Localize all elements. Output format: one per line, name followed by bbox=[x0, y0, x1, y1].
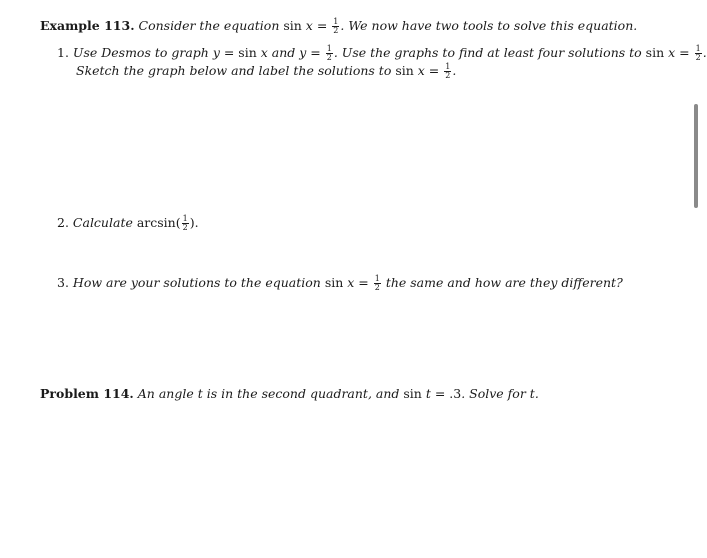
equals: = bbox=[424, 63, 444, 78]
var-y: y bbox=[299, 45, 307, 60]
sin-fn: sin bbox=[324, 275, 348, 290]
item-3-number: 3. bbox=[57, 275, 69, 290]
equals: = bbox=[306, 45, 325, 60]
item-1-text-b: . Use the graphs to find at least four solutions to bbox=[333, 45, 646, 60]
var-x: x bbox=[417, 63, 425, 78]
period: . bbox=[702, 45, 707, 60]
fraction-half: $\frac{1}{2}$ bbox=[695, 44, 701, 62]
item-2-text: Calculate bbox=[72, 215, 137, 230]
var-t: t bbox=[425, 386, 431, 401]
close-paren: ). bbox=[189, 215, 199, 230]
arcsin-fn: arcsin( bbox=[136, 215, 181, 230]
item-2 bbox=[57, 215, 199, 232]
fraction-half: $\frac{1}{2}$ bbox=[333, 17, 339, 35]
item-1-text-c: Sketch the graph below and label the solutions to bbox=[76, 63, 396, 78]
var-t: t bbox=[529, 386, 535, 401]
example-prompt-a: Consider the equation bbox=[138, 18, 284, 33]
var-x: x bbox=[260, 45, 268, 60]
fraction-half: $\frac{1}{2}$ bbox=[374, 274, 380, 292]
equals: = bbox=[675, 45, 694, 60]
var-x: x bbox=[668, 45, 676, 60]
var-x: x bbox=[305, 18, 313, 33]
period: . bbox=[452, 63, 457, 78]
problem-text-b: is in the second quadrant, and bbox=[202, 386, 404, 401]
item-1-line-1 bbox=[57, 45, 707, 62]
item-1-line-2 bbox=[76, 63, 456, 80]
fraction-half: $\frac{1}{2}$ bbox=[445, 62, 451, 80]
period: . bbox=[534, 386, 539, 401]
item-1-and: and bbox=[267, 45, 300, 60]
equals: = bbox=[354, 275, 373, 290]
sin-fn: sin bbox=[645, 45, 669, 60]
item-3 bbox=[57, 275, 623, 292]
item-2-number: 2. bbox=[57, 215, 69, 230]
problem-text-a: An angle bbox=[137, 386, 198, 401]
sin-fn: sin bbox=[395, 63, 418, 78]
item-3-text-b: the same and how are they different? bbox=[381, 275, 623, 290]
sin-fn: sin bbox=[283, 18, 306, 33]
vertical-scrollbar[interactable] bbox=[694, 104, 698, 208]
var-t: t bbox=[197, 386, 203, 401]
fraction-half: $\frac{1}{2}$ bbox=[182, 214, 188, 232]
example-label: Example 113. bbox=[40, 18, 135, 33]
problem-heading bbox=[40, 386, 539, 402]
eq-sin: = sin bbox=[219, 45, 261, 60]
example-prompt-b: . We now have two tools to solve this equation. bbox=[340, 18, 638, 33]
var-y: y bbox=[212, 45, 220, 60]
sin-fn: sin bbox=[403, 386, 426, 401]
item-1-number: 1. bbox=[57, 45, 69, 60]
item-1-text-a: Use Desmos to graph bbox=[72, 45, 213, 60]
item-3-text-a: How are your solutions to the equation bbox=[72, 275, 325, 290]
example-heading bbox=[40, 18, 637, 35]
fraction-half: $\frac{1}{2}$ bbox=[326, 44, 332, 62]
problem-text-c: . Solve for bbox=[461, 386, 530, 401]
problem-label: Problem 114. bbox=[40, 386, 134, 401]
var-x: x bbox=[347, 275, 355, 290]
equals: = bbox=[312, 18, 332, 33]
equals-value: = .3 bbox=[430, 386, 462, 401]
